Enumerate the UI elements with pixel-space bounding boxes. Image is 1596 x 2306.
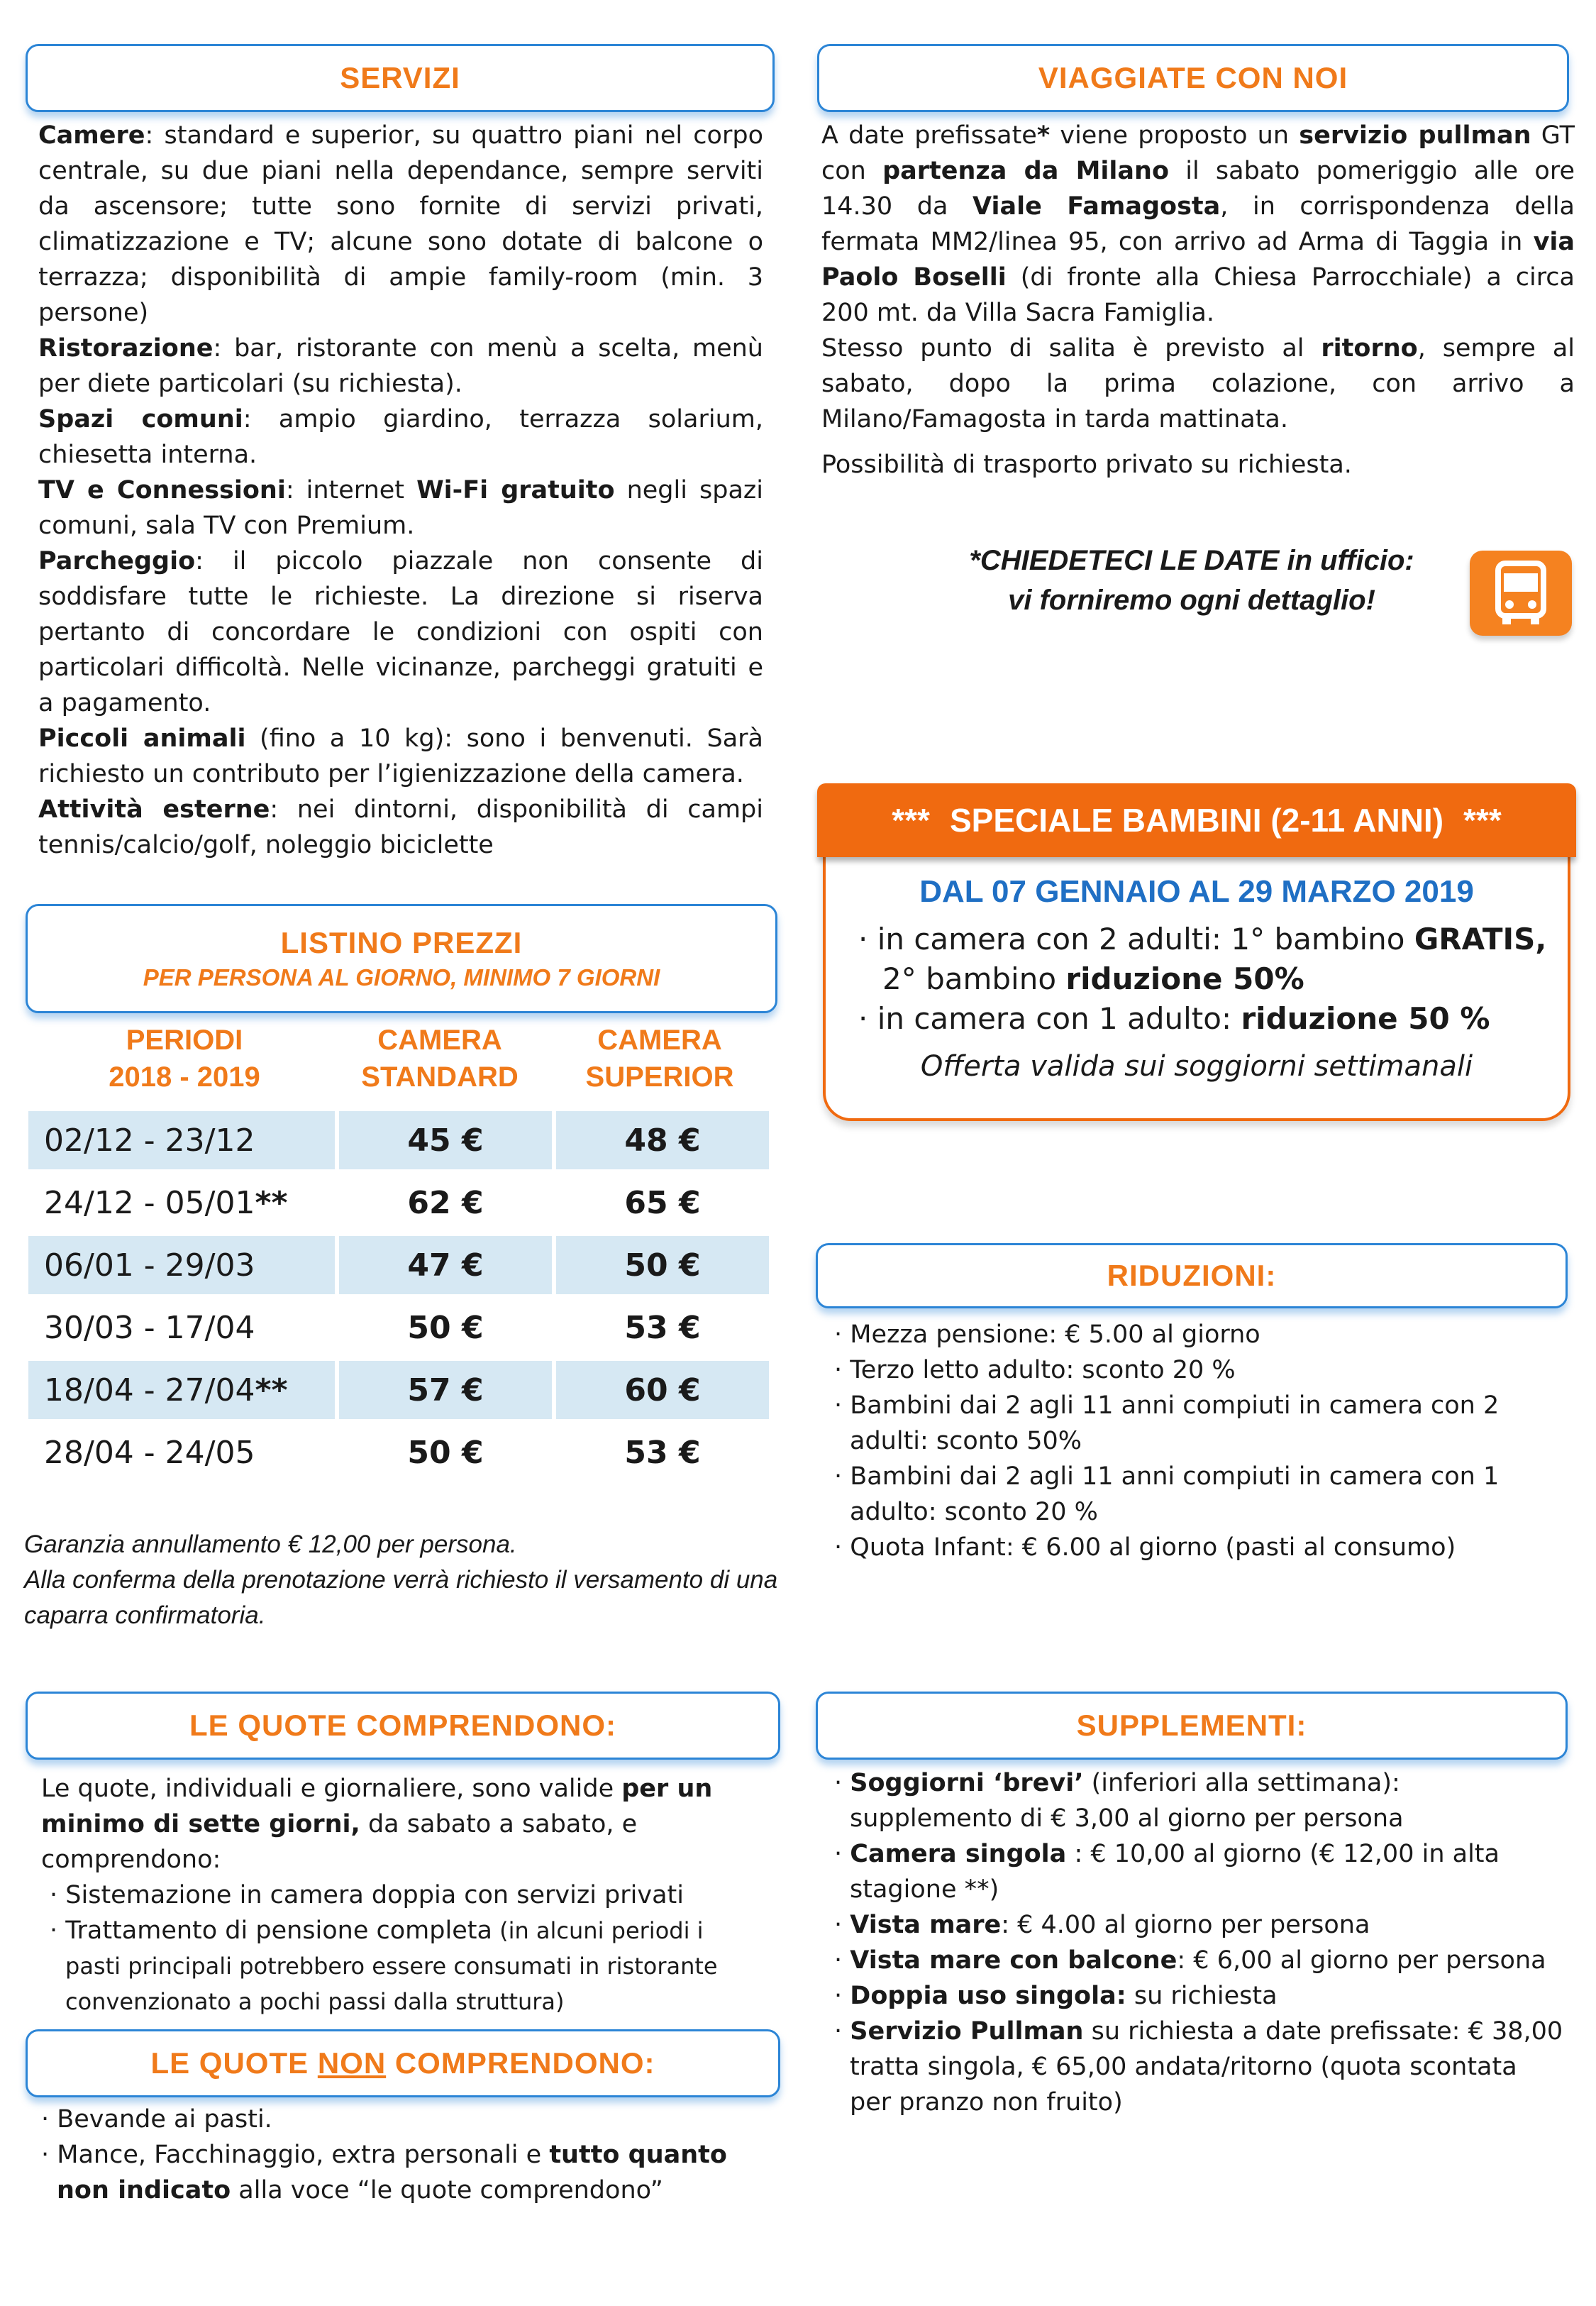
quote-item: Sistemazione in camera doppia con servizi privati — [65, 1881, 684, 1909]
listino-title: LISTINO PREZZI — [280, 926, 523, 959]
parcheggio-text: : il piccolo piazzale non consente di soddisfare tutte le richieste. La direzione si riserva pertanto di concordare le condizioni con ospiti con particolari difficoltà. Nelle vicinanze, parcheggi gratuiti e a pagamento. — [38, 547, 763, 717]
servizi-header — [26, 44, 775, 112]
table-row: 24/12 - 05/01** 62 € 65 € — [44, 1184, 701, 1221]
tv-text-2: negli spazi comuni, sala TV con Premium. — [38, 476, 763, 540]
attivita-label: Attività esterne — [38, 795, 270, 824]
ristorazione-label: Ristorazione — [38, 334, 214, 363]
viaggiate-header — [817, 44, 1569, 112]
bambini-period: DAL 07 GENNAIO AL 29 MARZO 2019 — [919, 874, 1474, 909]
spazi-text: : ampio giardino, terrazza solarium, chiesetta interna. — [38, 405, 763, 469]
listino-notes — [24, 1527, 790, 1633]
supplementi-list — [826, 1765, 1563, 2120]
table-row: 28/04 - 24/05 50 € 53 € — [44, 1434, 701, 1471]
animali-text: (fino a 10 kg): sono i benvenuti. Sarà richiesto un contributo per l’igienizzazione della camera. — [38, 724, 763, 788]
bambini-title: SPECIALE BAMBINI (2-11 ANNI) — [949, 802, 1444, 839]
riduzioni-title: RIDUZIONI: — [1107, 1259, 1277, 1292]
list-item: · Mezza pensione: € 5.00 al giorno — [834, 1320, 1260, 1349]
tv-label: TV e Connessioni — [38, 476, 286, 504]
table-row: 06/01 - 29/03 47 € 50 € — [28, 1236, 769, 1294]
riduzioni-list — [826, 1317, 1563, 1565]
col-periodi: PERIODI 2018 - 2019 — [109, 1025, 260, 1093]
col-superior: CAMERA SUPERIOR — [585, 1025, 734, 1093]
viaggiate-text: A date prefissate* viene proposto un servizio pullman GT con partenza da Milano il sabato pomeriggio alle ore 14.30 da Viale Famagosta, in corrispondenza della fermata MM2/linea 95, con arrivo ad Arma di Taggia in via Paolo Boselli (di fronte alla Chiesa Parrocchiale) a circa 200 mt. da Villa Sacra Famiglia. Stesso punto di salita è previsto al ritorno, sempre al sabato, dopo la prima colazione, con arrivo a Milano/Famagosta in tarda mattinata. Possibilità di trasporto privato su richiesta. — [821, 121, 1575, 479]
bambini-header: *** SPECIALE BAMBINI (2-11 ANNI) *** — [817, 783, 1576, 857]
quote-text: Le quote, individuali e giornaliere, sono valide per un minimo di sette giorni, da sabato a sabato, e comprendono: · Sistemazione in camera doppia con servizi privati · Trattamento di pensione completa (in alcuni periodi i pasti principali potrebbero essere consumati in ristorante convenzionato a pochi passi dalla struttura) — [41, 1775, 718, 2015]
camere-text: : standard e superior, su quattro piani nel corpo centrale, su due piani nella dependance, sempre serviti da ascensore; tutte sono fornite di servizi privati, climatizzazione e TV; alcune sono dotate di balcone o terrazza; disponibilità di ampie family-room (min. 3 persone) — [38, 121, 763, 327]
listino-subtitle: PER PERSONA AL GIORNO, MINIMO 7 GIORNI — [143, 964, 660, 991]
list-item: · Doppia uso singola: su richiesta — [834, 1982, 1278, 2010]
list-item: · Vista mare: € 4.00 al giorno per persona — [834, 1911, 1370, 1939]
attivita-text: : nei dintorni, disponibilità di campi tennis/calcio/golf, noleggio biciclette — [38, 795, 763, 859]
non-quote-header — [26, 2029, 780, 2097]
table-row: 02/12 - 23/12 45 € 48 € — [28, 1111, 769, 1169]
garanzia-note: Garanzia annullamento € 12,00 per persona. — [24, 1530, 517, 1558]
list-item: · Vista mare con balcone: € 6,00 al giorno per persona — [834, 1946, 1546, 1975]
tv-wifi: Wi-Fi gratuito — [416, 476, 615, 504]
bus-icon — [1470, 551, 1572, 636]
servizi-title: SERVIZI — [340, 61, 460, 94]
quote-header — [26, 1692, 780, 1760]
non-quote-text: · Bevande ai pasti. · Mance, Facchinaggio, extra personali e tutto quanto non indicato alla voce “le quote comprendono” — [41, 2105, 727, 2205]
supplementi-title: SUPPLEMENTI: — [1076, 1709, 1307, 1742]
camere-label: Camere — [38, 121, 145, 150]
riduzioni-header — [816, 1243, 1568, 1308]
price-table — [24, 1107, 773, 1486]
parcheggio-label: Parcheggio — [38, 547, 196, 575]
bambini-note: Offerta valida sui soggiorni settimanali — [920, 1050, 1473, 1083]
quote-title: LE QUOTE COMPRENDONO: — [189, 1709, 616, 1742]
quote-item: Trattamento di pensione completa — [65, 1916, 492, 1945]
animali-label: Piccoli animali — [38, 724, 246, 753]
listino-header — [26, 904, 777, 1013]
non-quote-title: LE QUOTE NON COMPRENDONO: — [150, 2046, 655, 2080]
viaggiate-title: VIAGGIATE CON NOI — [1038, 61, 1348, 94]
list-item: · Camera singola : € 10,00 al giorno (€ 12,00 in alta stagione **) — [834, 1840, 1500, 1904]
list-item: · Servizio Pullman su richiesta a date prefissate: € 38,00 tratta singola, € 65,00 andata/ritorno (quota scontata per pranzo non fruito) — [834, 2017, 1563, 2117]
list-item: · Bambini dai 2 agli 11 anni compiuti in camera con 1 adulto: sconto 20 % — [834, 1462, 1500, 1526]
ristorazione-text: : bar, ristorante con menù a scelta, menù per diete particolari (su richiesta). — [38, 334, 763, 398]
servizi-text — [38, 118, 763, 863]
list-item: · Quota Infant: € 6.00 al giorno (pasti al consumo) — [834, 1533, 1456, 1562]
non-quote-item: Bevande ai pasti. — [57, 2105, 272, 2134]
list-item: · Terzo letto adulto: sconto 20 % — [834, 1356, 1236, 1384]
spazi-label: Spazi comuni — [38, 405, 243, 434]
tv-text-1: : internet — [285, 476, 417, 504]
list-item: · Soggiorni ‘brevi’ (inferiori alla settimana): supplemento di € 3,00 al giorno per persona — [834, 1769, 1404, 1833]
list-item: · Bambini dai 2 agli 11 anni compiuti in camera con 2 adulti: sconto 50% — [834, 1391, 1500, 1455]
col-standard: CAMERA STANDARD — [361, 1025, 519, 1093]
table-row: 18/04 - 27/04** 57 € 60 € — [28, 1361, 769, 1419]
supplementi-header — [816, 1692, 1568, 1760]
bambini-text: · in camera con 2 adulti: 1° bambino GRATIS, 2° bambino riduzione 50% · in camera con 1 adulto: riduzione 50 % — [858, 922, 1547, 1036]
table-row: 30/03 - 17/04 50 € 53 € — [44, 1309, 701, 1346]
caparra-note: Alla conferma della prenotazione verrà richiesto il versamento di una caparra confirmatoria. — [24, 1566, 778, 1629]
viaggiate-callout: *CHIEDETECI LE DATE in ufficio: vi forniremo ogni dettaglio! — [969, 545, 1414, 616]
